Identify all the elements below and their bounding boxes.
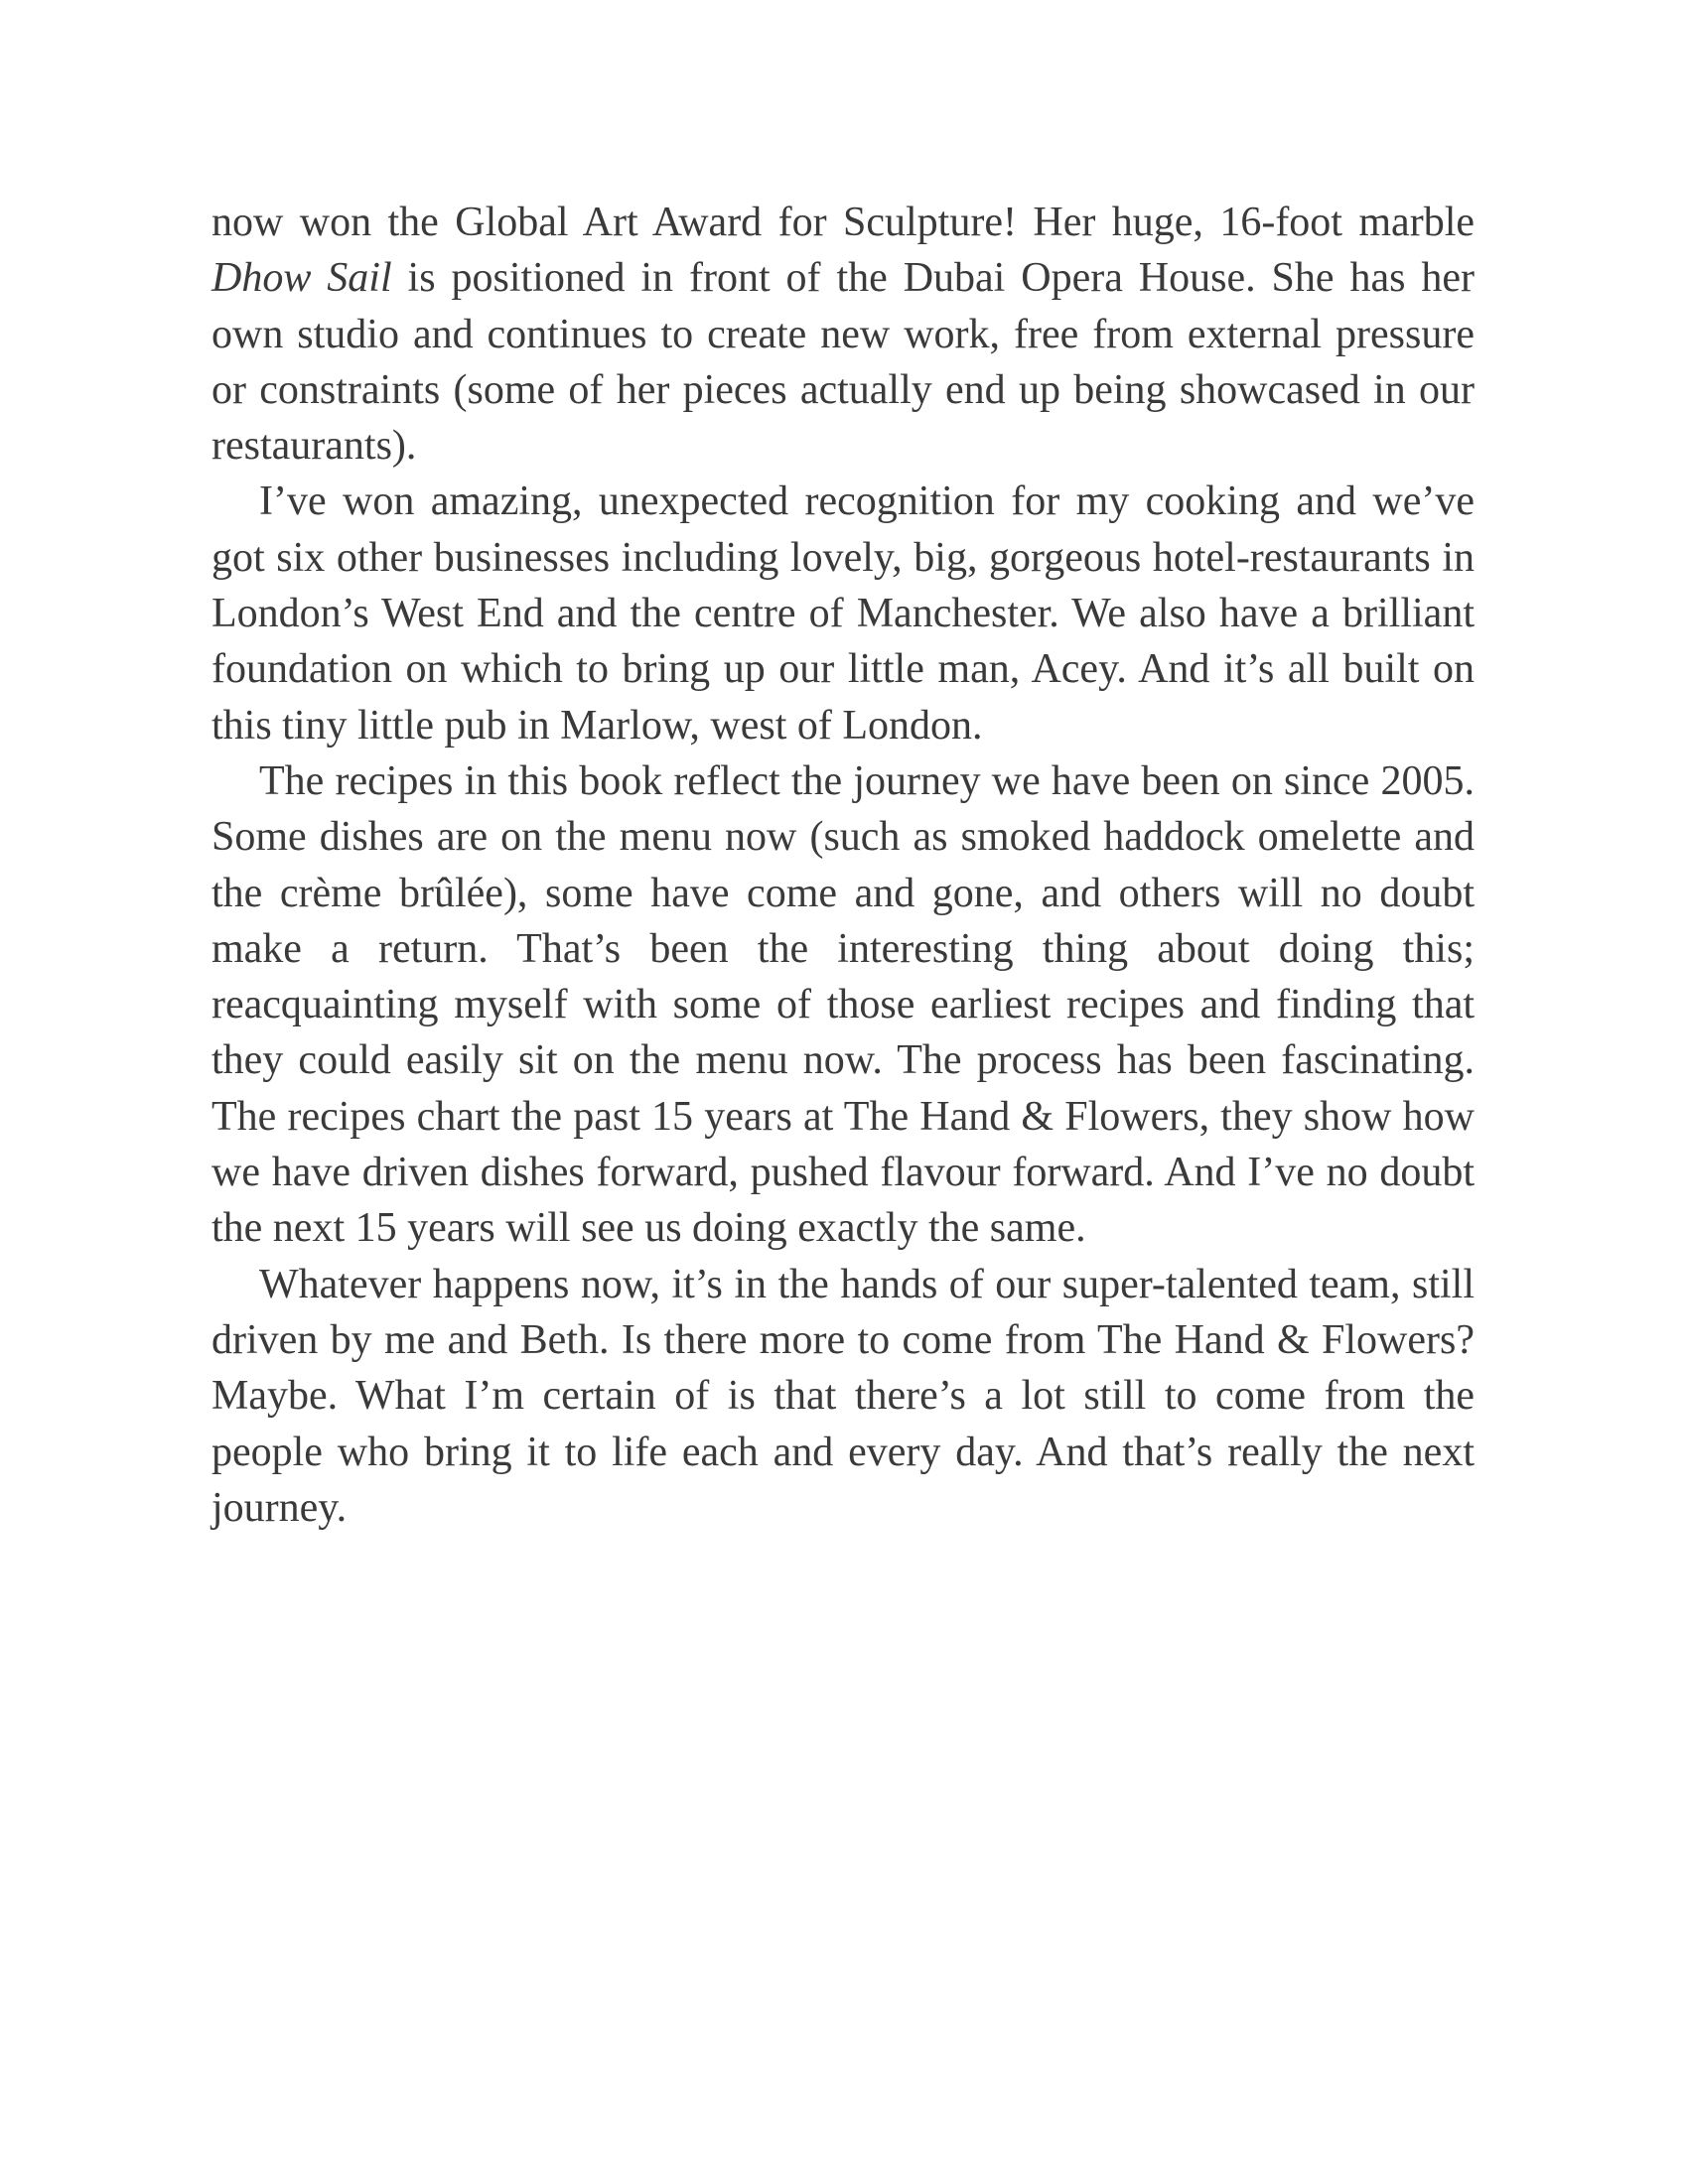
paragraph-1-text-end: is positioned in front of the Dubai Opera House. She has her own studio and continues to create new work, free from external pressure or constraints (some of her pieces actually end up being showcased in our restaurants).: [211, 255, 1475, 470]
paragraph-1-text-start: now won the Global Art Award for Sculpture! Her huge, 16-foot marble: [211, 200, 1475, 245]
paragraph-4: Whatever happens now, it’s in the hands of our super-talented team, still driven by me and Beth. Is there more to come from The Hand & Flowers? Maybe. What I’m certain of is that there’s a lot still to come from the people who bring it to life each and every day. And that’s really the next journey.: [211, 1261, 1475, 1531]
artwork-title: Dhow Sail: [211, 255, 392, 302]
body-text: [211, 195, 1475, 1536]
paragraph-1: [211, 195, 1475, 474]
paragraph-2: I’ve won amazing, unexpected recognition for my cooking and we’ve got six other businesses including lovely, big, gorgeous hotel-restaurants in London’s West End and the centre of Manchester. We also have a brilliant foundation on which to bring up our little man, Acey. And it’s all built on this tiny little pub in Marlow, west of London.: [211, 478, 1475, 749]
paragraph-3: The recipes in this book reflect the journey we have been on since 2005. Some dishes are on the menu now (such as smoked haddock omelette and the crème brûlée), some have come and gone, and others will no doubt make a return. That’s been the interesting thing about doing this; reacquainting myself with some of those earliest recipes and finding that they could easily sit on the menu now. The process has been fascinating. The recipes chart the past 15 years at The Hand & Flowers, they show how we have driven dishes forward, pushed flavour forward. And I’ve no doubt the next 15 years will see us doing exactly the same.: [211, 757, 1475, 1252]
